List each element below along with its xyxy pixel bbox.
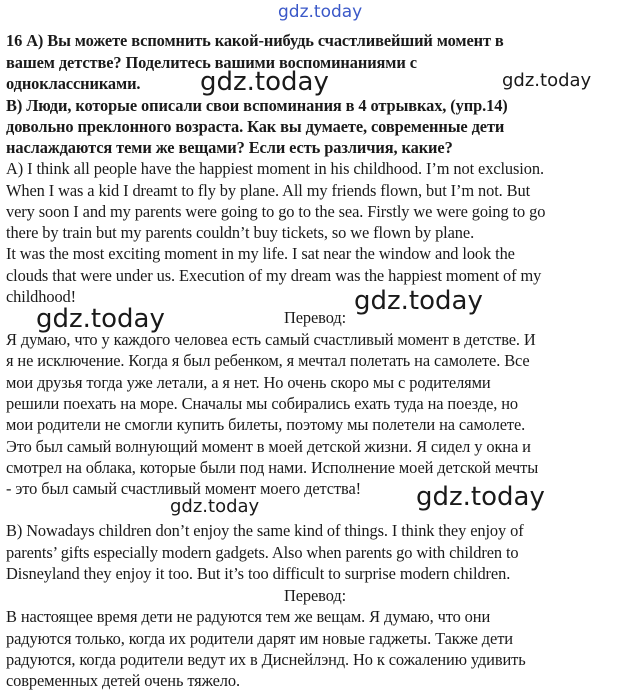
answer-b-ru-line-4: современных детей очень тяжело. bbox=[6, 671, 240, 690]
watermark: gdz.today bbox=[200, 67, 329, 97]
answer-a-ru-line-6: Это был самый волнующий момент в моей детской жизни. Я сидел у окна и bbox=[6, 437, 531, 456]
watermark: gdz.today bbox=[354, 286, 483, 316]
answer-a-ru-line-7: смотрел на облака, которые были под нами. Исполнение моей детской мечты bbox=[6, 458, 539, 477]
task-b-line-1: В) Люди, которые описали свои вспоминания в 4 отрывках, (упр.14) bbox=[6, 96, 508, 115]
answer-a-ru-line-1: Я думаю, что у каждого человеа есть самый счастливый момент в детстве. И bbox=[6, 330, 536, 349]
answer-a-ru-line-5: мои родители не смогли купить билеты, поэтому мы полетели на самолете. bbox=[6, 415, 526, 434]
answer-b-en-line-2: parents’ gifts especially modern gadgets. Also when parents go with children to bbox=[6, 543, 519, 562]
watermark: gdz.today bbox=[416, 482, 545, 512]
answer-a-ru-line-2: я не исключение. Когда я был ребенком, я мечтал полетать на самолете. Все bbox=[6, 351, 530, 370]
translation-label-b: Перевод: bbox=[284, 586, 347, 605]
task-a-line-2: вашем детстве? Поделитесь вашими воспоминаниями с bbox=[6, 53, 417, 72]
answer-a-en-line-7: childhood! bbox=[6, 287, 77, 306]
answer-a-en-line-2: When I was a kid I dreamt to fly by plane. All my friends flown, but I’m not. But bbox=[6, 181, 531, 200]
watermark: gdz.today bbox=[170, 496, 260, 517]
answer-b-en-line-3: Disneyland they enjoy it too. But it’s too difficult to surprise modern children. bbox=[6, 564, 511, 583]
watermark-top: gdz.today bbox=[278, 2, 363, 22]
task-a-line-3: одноклассниками. bbox=[6, 74, 141, 93]
answer-a-ru-line-8: - это был самый счастливый момент моего детства! bbox=[6, 479, 361, 498]
answer-b-ru-line-1: В настоящее время дети не радуются тем же вещам. Я думаю, что они bbox=[6, 607, 491, 626]
translation-label-a: Перевод: bbox=[284, 308, 347, 327]
answer-a-en-line-1: A) I think all people have the happiest moment in his childhood. I’m not exclusion. bbox=[6, 159, 544, 178]
watermark: gdz.today bbox=[36, 304, 165, 334]
answer-a-en-line-4: there by train but my parents couldn’t buy tickets, so we flown by plane. bbox=[6, 223, 475, 242]
answer-b-en-line-1: B) Nowadays children don’t enjoy the same kind of things. I think they enjoy of bbox=[6, 521, 524, 540]
task-b-line-3: наслаждаются теми же вещами? Если есть различия, какие? bbox=[6, 138, 453, 157]
task-a-line-1: 16 А) Вы можете вспомнить какой-нибудь счастливейший момент в bbox=[6, 31, 504, 50]
answer-a-ru-line-4: решили поехать на море. Сначалы мы собирались ехать туда на поезде, но bbox=[6, 394, 519, 413]
answer-b-ru-line-2: радуются только, когда их родители дарят им новые гаджеты. Также дети bbox=[6, 629, 513, 648]
watermark: gdz.today bbox=[502, 70, 592, 91]
answer-b-ru-line-3: радуются, когда родители ведут их в Диснейлэнд. Но к сожалению удивить bbox=[6, 650, 526, 669]
answer-a-ru-line-3: мои друзья тогда уже летали, а я нет. Но очень скоро мы с родителями bbox=[6, 373, 491, 392]
answer-a-en-line-3: very soon I and my parents were going to go to the sea. Firstly we were going to go bbox=[6, 202, 546, 221]
answer-a-en-line-6: clouds that were under us. Execution of my dream was the happiest moment of my bbox=[6, 266, 542, 285]
answer-a-en-line-5: It was the most exciting moment in my life. I sat near the window and look the bbox=[6, 244, 515, 263]
task-b-line-2: довольно преклонного возраста. Как вы думаете, современные дети bbox=[6, 117, 505, 136]
